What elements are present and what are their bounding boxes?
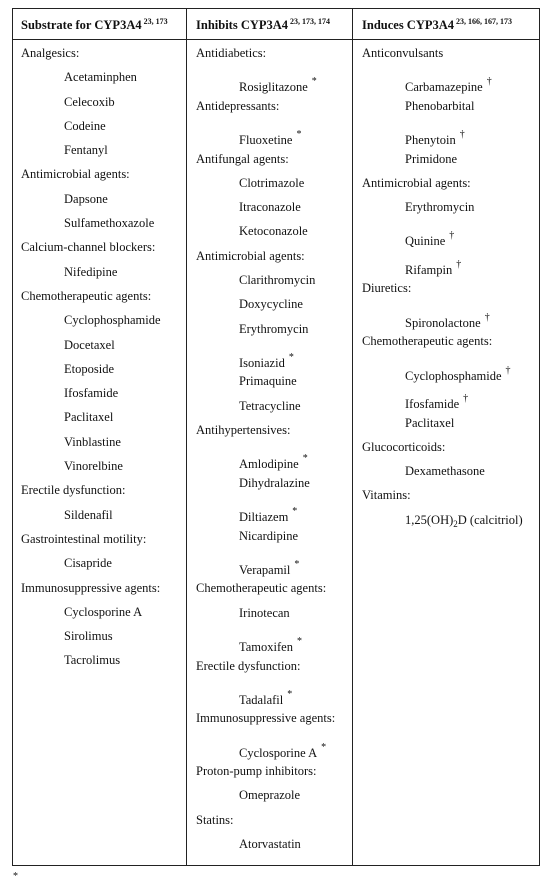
category-text: Immunosuppressive agents: — [21, 580, 161, 595]
drug-text: Ketoconazole — [239, 224, 308, 239]
drug-text: Quinine — [405, 234, 446, 249]
drug-name — [362, 219, 523, 248]
drug-name — [196, 65, 335, 94]
drug-text: Cyclophosphamide — [405, 368, 502, 383]
drug-name — [21, 405, 161, 429]
drug-name — [21, 381, 161, 405]
drug-text: Clotrimazole — [239, 175, 305, 190]
drug-name — [196, 548, 335, 577]
drug-name — [21, 187, 161, 211]
header-title: Induces CYP3A4 — [362, 18, 455, 32]
drug-name — [196, 341, 335, 370]
drug-name — [21, 600, 161, 624]
category-label — [362, 435, 523, 459]
category-label — [21, 478, 161, 502]
drug-name — [196, 495, 335, 524]
category-text: Analgesics: — [21, 46, 80, 60]
asterisk-marker: * — [288, 351, 294, 363]
category-text: Immunosuppressive agents: — [196, 711, 336, 726]
category-label — [21, 527, 161, 551]
asterisk-marker: * — [292, 506, 298, 518]
column-divider — [186, 9, 187, 865]
category-text: Antimicrobial agents: — [21, 167, 130, 182]
drug-text: Etoposide — [64, 361, 114, 376]
header-refs: 23, 173, 174 — [290, 17, 331, 26]
drug-text: Erythromycin — [239, 321, 309, 336]
drug-name — [196, 524, 335, 548]
category-text: Diuretics: — [362, 281, 412, 296]
drug-name — [362, 147, 523, 171]
category-text: Antihypertensives: — [196, 423, 291, 438]
category-label — [21, 576, 161, 600]
drug-text: Irinotecan — [239, 605, 290, 620]
drug-name — [196, 171, 335, 195]
drug-name — [362, 411, 523, 435]
drug-name — [196, 832, 335, 856]
header-title: Inhibits CYP3A4 — [196, 18, 289, 32]
drug-text: Sildenafil — [64, 507, 113, 522]
drug-text: Fluoxetine — [239, 133, 293, 148]
drug-name — [362, 354, 523, 383]
drug-name — [21, 551, 161, 575]
drug-text: Cyclophosphamide — [64, 313, 161, 328]
drug-text: Diltiazem — [239, 510, 289, 525]
category-label — [21, 235, 161, 259]
substrate-column — [21, 41, 161, 673]
drug-text: Atorvastatin — [239, 837, 301, 852]
drug-name — [196, 268, 335, 292]
drug-text: Erythromycin — [405, 200, 475, 215]
category-label — [196, 808, 335, 832]
category-text: Gastrointestinal motility: — [21, 531, 147, 546]
drug-name — [21, 503, 161, 527]
header-refs: 23, 173 — [143, 17, 168, 26]
category-text: Erectile dysfunction: — [21, 483, 126, 498]
drug-text: Itraconazole — [239, 200, 301, 215]
drug-text: Docetaxel — [64, 337, 115, 352]
column-divider — [352, 9, 353, 865]
category-label — [362, 171, 523, 195]
header-substrate — [21, 17, 168, 33]
induces-column — [362, 41, 523, 532]
drug-text: Ifosfamide — [405, 397, 460, 412]
drug-name — [196, 369, 335, 393]
footnote-marker: * — [13, 871, 18, 882]
drug-text: Nifedipine — [64, 264, 118, 279]
category-text: Antidiabetics: — [196, 46, 267, 60]
asterisk-marker: * — [321, 741, 327, 753]
drug-name — [196, 625, 335, 654]
dagger-marker: † — [486, 76, 492, 88]
drug-text: Tadalafil — [239, 692, 284, 707]
drug-name — [196, 442, 335, 471]
drug-name — [21, 211, 161, 235]
inhibits-column — [196, 41, 335, 856]
dagger-marker: † — [449, 230, 455, 242]
category-label — [196, 706, 335, 730]
drug-name — [196, 219, 335, 243]
drug-text: Sulfamethoxazole — [64, 216, 155, 231]
drug-name — [362, 94, 523, 118]
asterisk-marker: * — [311, 76, 317, 88]
drug-name — [362, 65, 523, 94]
asterisk-marker: * — [287, 688, 293, 700]
category-label — [196, 576, 335, 600]
category-text: Chemotherapeutic agents: — [196, 581, 327, 596]
drug-text: Vinorelbine — [64, 459, 123, 474]
category-label — [362, 329, 523, 353]
drug-text: Doxycycline — [239, 297, 303, 312]
drug-name — [196, 118, 335, 147]
drug-text: Dexamethasone — [405, 464, 485, 479]
category-label — [196, 147, 335, 171]
drug-name — [21, 454, 161, 478]
drug-name — [362, 195, 523, 219]
header-title: Substrate for CYP3A4 — [21, 18, 142, 32]
cyp3a4-table — [12, 8, 540, 866]
drug-text: Amlodipine — [239, 457, 299, 472]
asterisk-marker: * — [296, 129, 302, 141]
category-label — [362, 483, 523, 507]
drug-name — [21, 357, 161, 381]
category-text: Calcium-channel blockers: — [21, 240, 156, 255]
drug-name — [362, 508, 523, 532]
drug-name — [196, 317, 335, 341]
header-refs: 23, 166, 167, 173 — [456, 17, 513, 26]
drug-name — [21, 648, 161, 672]
drug-name — [21, 260, 161, 284]
drug-name — [362, 301, 523, 330]
header-induces — [362, 17, 512, 33]
drug-name — [362, 382, 523, 411]
drug-text: Tamoxifen — [239, 640, 293, 655]
drug-text: Cyclosporine A — [239, 745, 318, 760]
drug-name — [196, 678, 335, 707]
drug-text: Clarithromycin — [239, 273, 316, 288]
drug-text: Primaquine — [239, 374, 297, 389]
category-label — [21, 284, 161, 308]
drug-text: Tacrolimus — [64, 653, 121, 668]
drug-name — [196, 471, 335, 495]
drug-text: Ifosfamide — [64, 386, 119, 401]
drug-name — [196, 394, 335, 418]
drug-text: Tetracycline — [239, 398, 301, 413]
category-text: Antimicrobial agents: — [362, 175, 471, 190]
category-text: Chemotherapeutic agents: — [362, 334, 493, 349]
drug-name — [196, 195, 335, 219]
drug-text: Isoniazid — [239, 355, 285, 370]
drug-text: Rifampin — [405, 262, 453, 277]
dagger-marker: † — [459, 129, 465, 141]
drug-text: Acetaminphen — [64, 70, 137, 85]
drug-text: Codeine — [64, 118, 106, 133]
category-label — [21, 162, 161, 186]
category-label — [196, 759, 335, 783]
category-text: Chemotherapeutic agents: — [21, 288, 152, 303]
drug-text: Fentanyl — [64, 143, 108, 158]
dagger-marker: † — [456, 258, 462, 270]
drug-name — [21, 114, 161, 138]
drug-text: Dapsone — [64, 191, 108, 206]
drug-text: Cisapride — [64, 556, 112, 571]
category-label — [196, 654, 335, 678]
drug-text: 1,25(OH) — [405, 512, 454, 527]
drug-name — [21, 138, 161, 162]
drug-name — [196, 292, 335, 316]
category-label — [362, 276, 523, 300]
category-text: Vitamins: — [362, 488, 411, 503]
drug-text: Rosiglitazone — [239, 80, 308, 95]
drug-name — [196, 731, 335, 760]
category-text: Proton-pump inhibitors: — [196, 764, 317, 779]
category-label — [21, 41, 161, 65]
category-text: Antifungal agents: — [196, 151, 289, 166]
drug-text-suffix: D (calcitriol) — [457, 512, 523, 527]
header-inhibits — [196, 17, 330, 33]
drug-name — [21, 430, 161, 454]
category-label — [196, 418, 335, 442]
asterisk-marker: * — [302, 453, 308, 465]
category-text: Antimicrobial agents: — [196, 248, 305, 263]
category-text: Glucocorticoids: — [362, 439, 446, 454]
subscript: 2 — [453, 518, 458, 529]
drug-name — [21, 90, 161, 114]
drug-text: Primidone — [405, 151, 458, 166]
drug-name — [362, 118, 523, 147]
drug-text: Verapamil — [239, 562, 291, 577]
drug-name — [196, 783, 335, 807]
category-label — [196, 244, 335, 268]
drug-text: Cyclosporine A — [64, 604, 143, 619]
header-divider — [13, 39, 539, 40]
drug-name — [21, 624, 161, 648]
drug-text: Dihydralazine — [239, 475, 310, 490]
drug-text: Sirolimus — [64, 629, 113, 644]
drug-text: Spironolactone — [405, 315, 481, 330]
drug-name — [196, 601, 335, 625]
drug-text: Omeprazole — [239, 788, 301, 803]
drug-text: Paclitaxel — [64, 410, 114, 425]
drug-name — [21, 65, 161, 89]
drug-text: Carbamazepine — [405, 80, 483, 95]
drug-name — [362, 459, 523, 483]
category-text: Anticonvulsants — [362, 46, 444, 60]
drug-name — [362, 248, 523, 277]
dagger-marker: † — [484, 311, 490, 323]
drug-text: Celecoxib — [64, 94, 115, 109]
category-text: Erectile dysfunction: — [196, 658, 301, 673]
category-label — [196, 41, 335, 65]
category-label — [362, 41, 523, 65]
category-label — [196, 94, 335, 118]
category-text: Antidepressants: — [196, 98, 280, 113]
asterisk-marker: * — [296, 636, 302, 648]
drug-text: Paclitaxel — [405, 415, 455, 430]
drug-text: Phenytoin — [405, 133, 456, 148]
dagger-marker: † — [463, 393, 469, 405]
drug-text: Phenobarbital — [405, 98, 475, 113]
drug-text: Nicardipine — [239, 528, 299, 543]
asterisk-marker: * — [294, 558, 300, 570]
drug-name — [21, 333, 161, 357]
drug-name — [21, 308, 161, 332]
category-text: Statins: — [196, 812, 234, 827]
drug-text: Vinblastine — [64, 434, 121, 449]
dagger-marker: † — [505, 364, 511, 376]
